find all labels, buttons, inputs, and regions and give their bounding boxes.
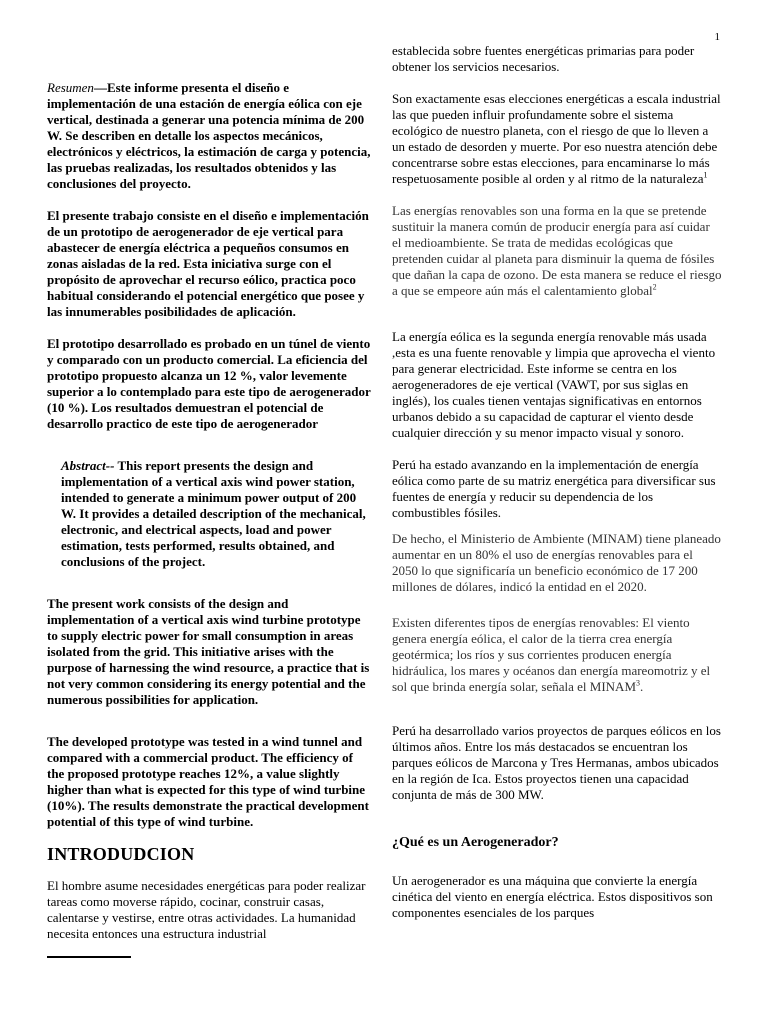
introduction-heading: INTRODUDCION bbox=[47, 844, 195, 864]
paragraph-r7-end: . bbox=[640, 679, 644, 694]
paragraph-en-2: The developed prototype was tested in a wind tunnel and compared with a commercial product. The efficiency of the proposed prototype reaches 12%, a value slightly higher than what is expected for this type of wind turbine (10%). The results demonstrate the practical development potential of this type of wind turbine. bbox=[47, 734, 369, 829]
abstract-en-label: Abstract-- bbox=[61, 458, 115, 473]
paragraph-r9: Un aerogenerador es una máquina que convierte la energía cinética del viento en energía eléctrica. Estos dispositivos son componentes esenciales de los parques bbox=[392, 873, 713, 920]
introduction-paragraph: El hombre asume necesidades energéticas para poder realizar tareas como moverse rápido, cocinar, construir casas, calentarse y vestirse, entre otras actividades. La humanidad necesita entonces una estructura industrial bbox=[47, 878, 366, 941]
paragraph-r8: Perú ha desarrollado varios proyectos de parques eólicos en los últimos años. Entre los más destacados se encuentran los parques eólicos de Marcona y Tres Hermanas, ambos ubicados en la región de Ica. Estos proyectos tienen una capacidad conjunta de más de 300 MW. bbox=[392, 723, 721, 802]
page-number: 1 bbox=[714, 31, 720, 43]
footnote-rule bbox=[47, 956, 131, 958]
paragraph-r2-text: Son exactamente esas elecciones energéticas a escala industrial las que pueden influir profundamente sobre el sistema ecológico de nuestro planeta, con el riesgo de que lo lleven a un estado de desorden y muerte. Por eso nuestra atención debe concentrarse sobre estas elecciones, para encaminarse lo más respetuosamente posible al orden y al ritmo de la naturaleza bbox=[392, 91, 721, 186]
paragraph-en-1: The present work consists of the design and implementation of a vertical axis wind turbine prototype to supply electric power for small consumption in areas isolated from the grid. This initiative arises with the purpose of harnessing the wind resource, a practice that is not very common considering its energy potential and the numerous possibilities for application. bbox=[47, 596, 370, 707]
abstract-en-text: This report presents the design and implementation of a vertical axis wind power station, intended to generate a minimum power output of 200 W. It provides a detailed description of the mechanical, electronic, and electrical aspects, load and power estimation, tests performed, results obtained, and conclusions of the project. bbox=[61, 458, 366, 569]
abstract-es-dash: — bbox=[93, 80, 107, 95]
paragraph-r5: Perú ha estado avanzando en la implementación de energía eólica como parte de su matriz energética para diversificar sus fuentes de energía y reducir su dependencia de los combustibles fósiles. bbox=[392, 457, 716, 520]
paragraph-r7 bbox=[392, 615, 722, 695]
footnote-ref-2: 2 bbox=[652, 282, 657, 292]
paragraph-es-1: El presente trabajo consiste en el diseño e implementación de un prototipo de aerogenerador de eje vertical para abastecer de energía eléctrica a pequeños consumos en zonas aisladas de la red. Esta iniciativa surge con el propósito de aprovechar el recurso eólico, practica poco habitual considerando el potencial energético que posee y las innumerables posibilidades de aplicación. bbox=[47, 208, 369, 319]
paragraph-r2 bbox=[392, 91, 722, 187]
abstract-es-text: Este informe presenta el diseño e implementación de una estación de energía eólica con eje vertical, destinada a generar una potencia mínima de 200 W. Se describen en detalle los aspectos mecánicos, electrónicos y eléctricos, la estimación de carga y potencia, las pruebas realizadas, los resultados obtenidos y las conclusiones del proyecto. bbox=[47, 80, 371, 191]
abstract-es bbox=[47, 80, 373, 192]
subsection-heading: ¿Qué es un Aerogenerador? bbox=[392, 835, 559, 850]
paragraph-r3-text: Las energías renovables son una forma en la que se pretende sustituir la manera común de producir energía para así cuidar el medioambiente. Se trata de medidas ecológicas que pretenden cuidar al planeta para disminuir la quema de fósiles que dañan la capa de ozono. De esta manera se reduce el riesgo a que se empeore aún más el calentamiento global bbox=[392, 203, 722, 298]
footnote-ref-3: 3 bbox=[636, 678, 641, 688]
right-column bbox=[392, 43, 722, 937]
footnote-ref-1: 1 bbox=[703, 170, 708, 180]
paragraph-r3 bbox=[392, 203, 722, 299]
abstract-en bbox=[47, 458, 373, 570]
paragraph-r1: establecida sobre fuentes energéticas primarias para poder obtener los servicios necesarios. bbox=[392, 43, 695, 74]
paragraph-es-2: El prototipo desarrollado es probado en un túnel de viento y comparado con un producto comercial. La eficiencia del prototipo propuesto alcanza un 12 %, valor levemente superior a lo contemplado para este tipo de aerogenerador (10 %). Los resultados demuestran el potencial de desarrollo practico de este tipo de aerogenerador bbox=[47, 336, 371, 431]
paragraph-r7-text: Existen diferentes tipos de energías renovables: El viento genera energía eólica, el calor de la tierra crea energía geotérmica; los ríos y sus corrientes producen energía hidráulica, los mares y océanos dan energía mareomotriz y el sol que brinda energía solar, señala el MINAM bbox=[392, 615, 711, 694]
paragraph-r6: De hecho, el Ministerio de Ambiente (MINAM) tiene planeado aumentar en un 80% el uso de energías renovables para el 2050 lo que significaría un beneficio económico de 17 200 millones de dólares, indicó la entidad en el 2020. bbox=[392, 531, 721, 594]
abstract-es-label: Resumen bbox=[47, 80, 94, 95]
paragraph-r4: La energía eólica es la segunda energía renovable más usada ,esta es una fuente renovable y limpia que aprovecha el viento para generar electricidad. Este informe se centra en los aerogeneradores de eje vertical (VAWT, por sus siglas en inglés), los cuales tienen ventajas significativas en entornos urbanos debido a su capacidad de capturar el viento desde cualquier dirección y su menor impacto visual y sonoro. bbox=[392, 329, 716, 440]
left-column bbox=[47, 80, 373, 958]
